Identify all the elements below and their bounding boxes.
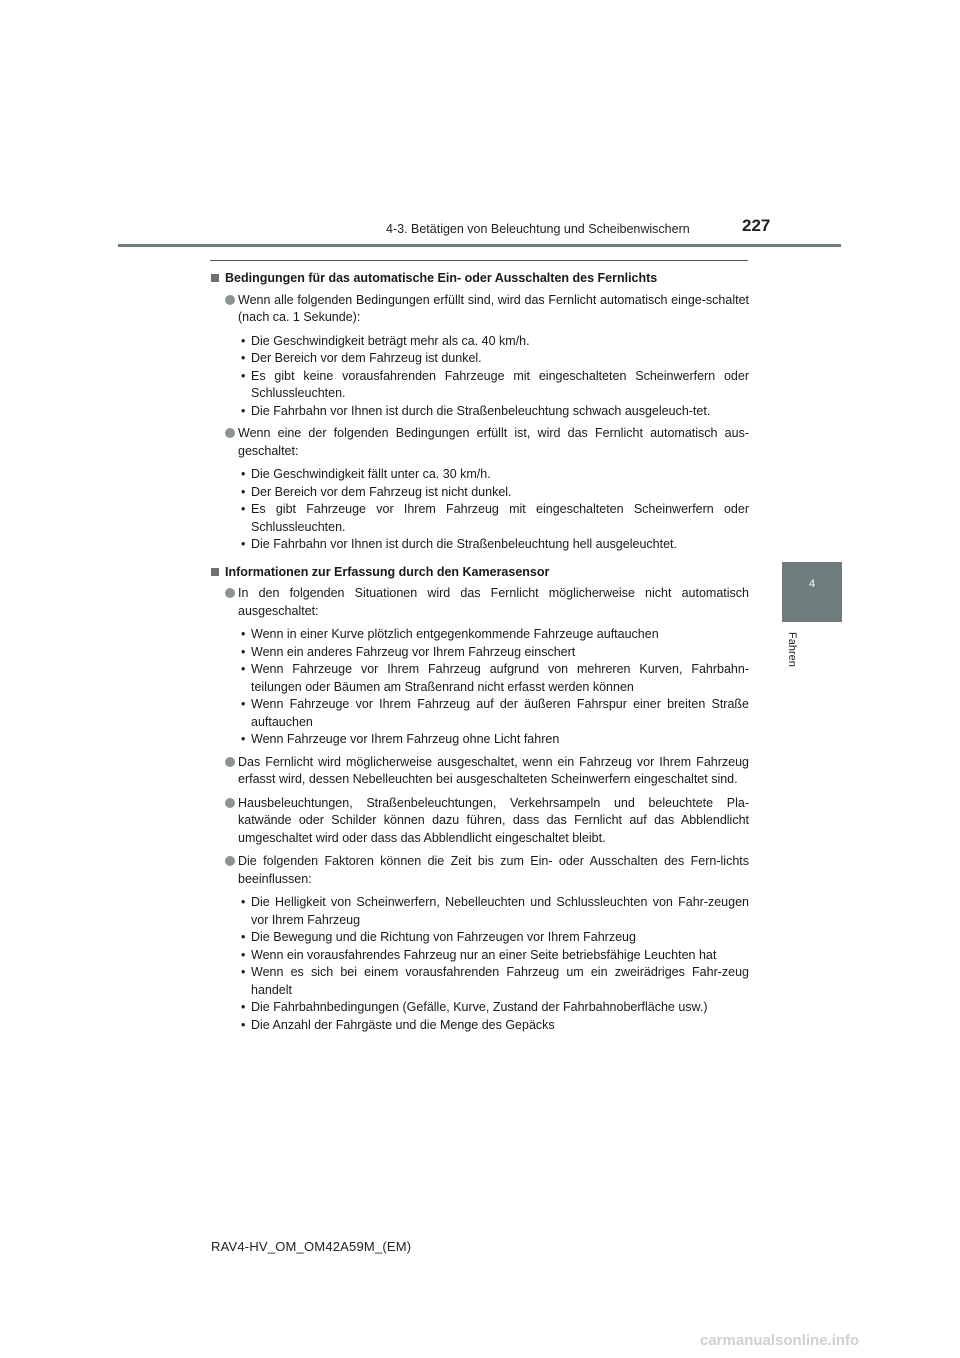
list-item: • Die Fahrbahn vor Ihnen ist durch die Straßenbeleuchtung hell ausgeleuchtet.: [241, 537, 677, 551]
list-item: • Wenn Fahrzeuge vor Ihrem Fahrzeug aufgrund von mehreren Kurven, Fahrbahn-teilungen oder Bäumen am Straßenrand nicht erfasst werden können: [241, 662, 749, 694]
circle-bullet-icon: [225, 798, 235, 808]
list-item: • Die Geschwindigkeit beträgt mehr als ca. 40 km/h.: [241, 333, 530, 348]
circle-bullet-icon: [225, 856, 235, 866]
square-marker-icon: [211, 568, 219, 576]
list-item: • Der Bereich vor dem Fahrzeug ist dunkel.: [241, 351, 482, 365]
list-item: • Wenn Fahrzeuge vor Ihrem Fahrzeug ohne Licht fahren: [241, 732, 560, 746]
sub-list: [211, 626, 749, 749]
list-item: • Es gibt Fahrzeuge vor Ihrem Fahrzeug mit eingeschalteten Scheinwerfern oder Schlussleuchten.: [241, 502, 749, 534]
bullet-paragraph: Das Fernlicht wird möglicherweise ausgeschaltet, wenn ein Fahrzeug vor Ihrem Fahrzeug erfasst wird, dessen Nebelleuchten bei ausgeschalteten Scheinwerfern eingeschaltet sind.: [211, 754, 749, 789]
bullet-paragraph: In den folgenden Situationen wird das Fernlicht möglicherweise nicht automatisch ausgeschaltet:: [211, 585, 749, 620]
list-item: • Die Fahrbahn vor Ihnen ist durch die Straßenbeleuchtung schwach ausgeleuch-tet.: [241, 403, 711, 418]
list-item: • Die Anzahl der Fahrgäste und die Menge des Gepäcks: [241, 1017, 555, 1032]
list-item: • Wenn es sich bei einem vorausfahrenden Fahrzeug um ein zweirädriges Fahr-zeug handelt: [241, 965, 749, 997]
list-item: • Es gibt keine vorausfahrenden Fahrzeuge mit eingeschalteten Scheinwerfern oder Schlussleuchten.: [241, 368, 749, 400]
chapter-label: [786, 632, 800, 682]
list-item: • Wenn ein anderes Fahrzeug vor Ihrem Fahrzeug einschert: [241, 644, 576, 659]
bullet-paragraph: Wenn eine der folgenden Bedingungen erfüllt ist, wird das Fernlicht automatisch aus-geschaltet:: [211, 425, 749, 460]
bullet-paragraph: Die folgenden Faktoren können die Zeit bis zum Ein- oder Ausschalten des Fern-lichts beeinflussen:: [211, 853, 749, 888]
list-item: • Die Fahrbahnbedingungen (Gefälle, Kurve, Zustand der Fahrbahnoberfläche usw.): [241, 1000, 708, 1014]
page-content: [211, 270, 749, 1039]
list-item: • Die Bewegung und die Richtung von Fahrzeugen vor Ihrem Fahrzeug: [241, 930, 636, 944]
sub-list: [211, 333, 749, 421]
chapter-number: 4: [808, 578, 816, 590]
list-item: • Die Helligkeit von Scheinwerfern, Nebelleuchten und Schlussleuchten von Fahr-zeugen vor Ihrem Fahrzeug: [241, 895, 749, 927]
bullet-paragraph: Hausbeleuchtungen, Straßenbeleuchtungen, Verkehrsampeln und beleuchtete Pla-katwände oder Schilder können dazu führen, dass das Fernlicht auf das Abblendlicht umgeschaltet wird oder dass das Abblendlicht eingeschaltet bleibt.: [211, 795, 749, 848]
header-rule: [118, 244, 841, 247]
section-rule: [210, 260, 748, 261]
page-number: 227: [742, 216, 771, 235]
watermark: carmanualsonline.info: [700, 1332, 860, 1349]
chapter-label-text: Fahren: [786, 632, 798, 667]
circle-bullet-icon: [225, 428, 235, 438]
section-heading: Informationen zur Erfassung durch den Kamerasensor: [211, 564, 749, 582]
chapter-tab: [782, 562, 842, 622]
sub-list: [211, 466, 749, 554]
list-item: • Wenn ein vorausfahrendes Fahrzeug nur an einer Seite betriebsfähige Leuchten hat: [241, 947, 717, 962]
page-header-title: 4-3. Betätigen von Beleuchtung und Scheibenwischern: [386, 222, 690, 236]
list-item: • Der Bereich vor dem Fahrzeug ist nicht dunkel.: [241, 484, 512, 499]
section-heading: Bedingungen für das automatische Ein- oder Ausschalten des Fernlichts: [211, 270, 749, 288]
list-item: • Wenn in einer Kurve plötzlich entgegenkommende Fahrzeuge auftauchen: [241, 627, 659, 641]
list-item: • Wenn Fahrzeuge vor Ihrem Fahrzeug auf der äußeren Fahrspur einer breiten Straße auftauchen: [241, 697, 749, 729]
circle-bullet-icon: [225, 588, 235, 598]
sub-list: [211, 894, 749, 1034]
circle-bullet-icon: [225, 757, 235, 767]
document-code: RAV4-HV_OM_OM42A59M_(EM): [211, 1239, 412, 1254]
square-marker-icon: [211, 274, 219, 282]
bullet-paragraph: Wenn alle folgenden Bedingungen erfüllt sind, wird das Fernlicht automatisch einge-schaltet (nach ca. 1 Sekunde):: [211, 292, 749, 327]
list-item: • Die Geschwindigkeit fällt unter ca. 30 km/h.: [241, 467, 491, 481]
circle-bullet-icon: [225, 295, 235, 305]
